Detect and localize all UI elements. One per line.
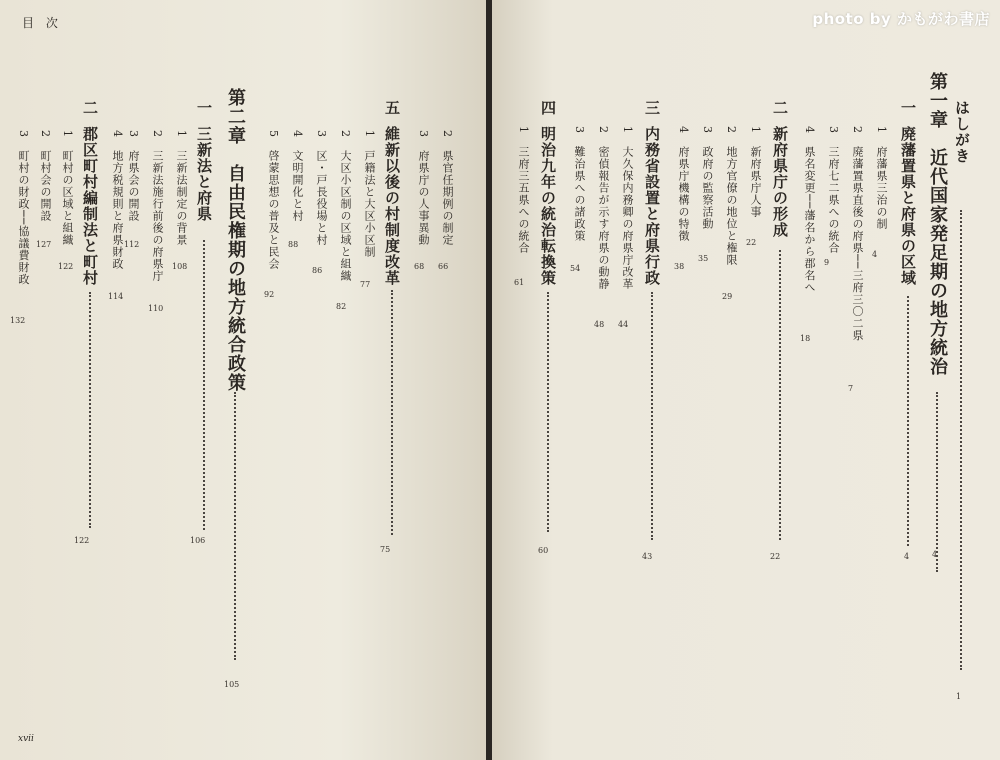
chapter-title: 第二章 自由民権期の地方統合政策 [225, 88, 246, 392]
section-number: 一 [195, 100, 213, 116]
left-page [0, 0, 486, 760]
page-number: 29 [722, 292, 733, 301]
page-number: 60 [538, 546, 549, 555]
toc-item-num: 4 [677, 126, 690, 134]
page-number: 9 [824, 258, 830, 267]
toc-item-num: 2 [39, 130, 52, 138]
section-title: 三新法と府県 [195, 126, 213, 222]
toc-item-num: 1 [749, 126, 762, 134]
page-number: 44 [618, 320, 629, 329]
toc-item: 府県庁機構の特徴 [677, 146, 690, 242]
leader-dots [651, 292, 653, 540]
page-number: 48 [594, 320, 605, 329]
toc-item-num: 3 [701, 126, 714, 134]
page-number: 82 [336, 302, 347, 311]
toc-item-num: 3 [127, 130, 140, 138]
section-number: 二 [771, 100, 789, 116]
photo-credit-watermark: photo by かもがわ書店 [812, 10, 990, 28]
section-number: 五 [383, 100, 401, 116]
section-title: 郡区町村編制法と町村 [81, 126, 99, 286]
toc-item: 政府の監察活動 [701, 146, 714, 230]
toc-item: 県名変更──藩名から郡名へ [803, 146, 816, 294]
toc-item: 町村の財政──協議費財政 [17, 150, 30, 286]
toc-item-num: 4 [803, 126, 816, 134]
section-number: 四 [539, 100, 557, 116]
toc-item-num: 1 [61, 130, 74, 138]
page-number: 68 [414, 262, 425, 271]
page-number: 4 [872, 250, 878, 259]
toc-item-num: 1 [363, 130, 376, 138]
page-number: 54 [570, 264, 581, 273]
page-number: 110 [148, 304, 164, 313]
toc-item: 大久保内務卿の府県庁改革 [621, 146, 634, 290]
toc-item-num: 1 [875, 126, 888, 134]
toc-item: 府県庁の人事異動 [417, 150, 430, 246]
folio: xvii [18, 734, 34, 744]
toc-item-num: 1 [175, 130, 188, 138]
running-head: 目 次 [22, 16, 62, 30]
leader-dots [391, 290, 393, 535]
chapter-title: 第一章 近代国家発足期の地方統治 [927, 72, 948, 376]
page-number: 75 [380, 545, 391, 554]
page-number: 132 [10, 316, 26, 325]
toc-item-num: 2 [597, 126, 610, 134]
section-number: 一 [899, 100, 917, 116]
page-number: 35 [698, 254, 709, 263]
toc-item: 戸籍法と大区小区制 [363, 150, 376, 258]
page-number: 122 [74, 536, 90, 545]
leader-dots [907, 296, 909, 546]
toc-item: 大区小区制の区域と組織 [339, 150, 352, 282]
page-number: 4 [904, 552, 910, 561]
toc-item-num: 2 [725, 126, 738, 134]
toc-item-num: 1 [517, 126, 530, 134]
toc-item-num: 4 [111, 130, 124, 138]
page-number: 92 [264, 290, 275, 299]
toc-item-num: 3 [573, 126, 586, 134]
page-number: 105 [224, 680, 240, 689]
page-number: 7 [848, 384, 854, 393]
section-title: 廃藩置県と府県の区域 [899, 126, 917, 286]
toc-item: 県官任期例の制定 [441, 150, 454, 246]
toc-item: 町村の区域と組織 [61, 150, 74, 246]
toc-item-num: 2 [151, 130, 164, 138]
toc-item: 地方官僚の地位と権限 [725, 146, 738, 266]
page-number: 43 [642, 552, 653, 561]
toc-item-num: 2 [851, 126, 864, 134]
toc-item: 廃藩置県直後の府県──三府三〇二県 [851, 146, 864, 342]
toc-item: 難治県への諸政策 [573, 146, 586, 242]
page-number: 88 [288, 240, 299, 249]
toc-item: 地方税規則と府県財政 [111, 150, 124, 270]
toc-item: 密偵報告が示す府県の動静 [597, 146, 610, 290]
toc-item: 町村会の開設 [39, 150, 52, 222]
toc-item: 啓蒙思想の普及と民会 [267, 150, 280, 270]
toc-item: 府藩県三治の制 [875, 146, 888, 230]
toc-item: 文明開化と村 [291, 150, 304, 222]
page-number: 77 [360, 280, 371, 289]
page-number: 112 [124, 240, 140, 249]
page-number: 22 [770, 552, 781, 561]
page-number: 114 [108, 292, 124, 301]
page-number: 66 [438, 262, 449, 271]
page-number: 1 [956, 692, 962, 701]
page-number: 4 [932, 550, 938, 559]
leader-dots [936, 392, 938, 572]
toc-item: 三府七二県への統合 [827, 146, 840, 254]
toc-item: 三新法施行前後の府県庁 [151, 150, 164, 282]
page-number: 108 [172, 262, 188, 271]
leader-dots [89, 292, 91, 528]
right-page [492, 0, 1000, 760]
section-title: 新府県庁の形成 [771, 126, 789, 238]
page-number: 61 [514, 278, 525, 287]
leader-dots [779, 250, 781, 540]
page-number: 106 [190, 536, 206, 545]
page-number: 18 [800, 334, 811, 343]
section-title: 内務省設置と府県行政 [643, 126, 661, 286]
leader-dots [234, 392, 236, 660]
toc-item-num: 3 [315, 130, 328, 138]
toc-item-num: 1 [621, 126, 634, 134]
section-number: 二 [81, 100, 99, 116]
toc-item: 区・戸長役場と村 [315, 150, 328, 246]
toc-item-num: 4 [291, 130, 304, 138]
toc-item-num: 3 [417, 130, 430, 138]
preface-title: はしがき [953, 100, 971, 164]
toc-item-num: 2 [441, 130, 454, 138]
toc-item-num: 3 [827, 126, 840, 134]
toc-item: 三新法制定の背景 [175, 150, 188, 246]
section-number: 三 [643, 100, 661, 116]
page-number: 22 [746, 238, 757, 247]
section-title: 明治九年の統治転換策 [539, 126, 557, 286]
page-number: 127 [36, 240, 52, 249]
toc-item-num: 2 [339, 130, 352, 138]
toc-item-num: 3 [17, 130, 30, 138]
section-title: 維新以後の村制度改革 [383, 126, 401, 286]
page-number: 38 [674, 262, 685, 271]
leader-dots [547, 292, 549, 532]
toc-item-num: 5 [267, 130, 280, 138]
page-number: 86 [312, 266, 323, 275]
leader-dots [203, 240, 205, 530]
toc-item: 府県会の開設 [127, 150, 140, 222]
leader-dots [960, 210, 962, 670]
page-number: 122 [58, 262, 74, 271]
toc-item: 三府三五県への統合 [517, 146, 530, 254]
toc-item: 新府県庁人事 [749, 146, 762, 218]
